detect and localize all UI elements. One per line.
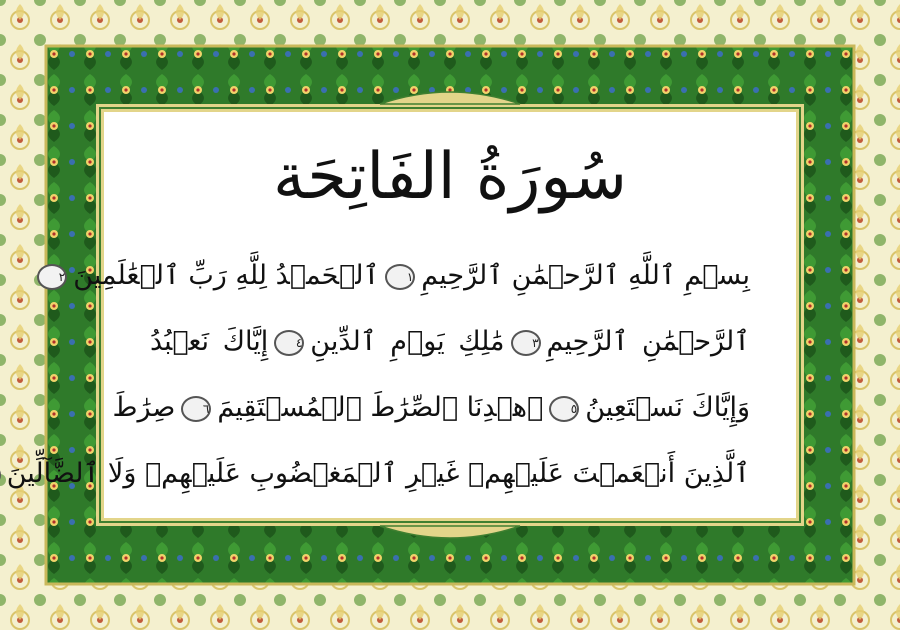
ayah-number-marker: ٢ [37,264,67,290]
verse-text: مَٰلِكِ يَوۡمِ ٱلدِّينِ [310,326,505,357]
verse-line [58,256,750,296]
verse-text: ٱلرَّحۡمَٰنِ ٱلرَّحِيمِ [546,326,750,357]
ayah-number-marker: ٣ [511,330,541,356]
verse-line [6,454,750,494]
verse-text: وَإِيَّاكَ نَسۡتَعِينُ [585,392,750,423]
verse-text: ٱلۡحَمۡدُ لِلَّهِ رَبِّ ٱلۡعَٰلَمِينَ [73,260,380,291]
verse-text: ٱهۡدِنَا ٱلصِّرَٰطَ ٱلۡمُسۡتَقِيمَ [217,392,544,423]
verse-text: بِسۡمِ ٱللَّهِ ٱلرَّحۡمَٰنِ ٱلرَّحِيمِ [421,260,750,291]
ayah-number-marker: ٤ [274,330,304,356]
ayah-number-marker [0,462,1,488]
verse-text: إِيَّاكَ نَعۡبُدُ [150,326,269,357]
verse-line [150,322,750,362]
verse-text: صِرَٰطَ [112,392,176,423]
ayah-number-marker: ٦ [181,396,211,422]
ayah-number-marker: ١ [385,264,415,290]
verse-line [112,388,750,428]
verse-text: ٱلَّذِينَ أَنۡعَمۡتَ عَلَيۡهِمۡ غَيۡرِ ٱلۡمَغۡضُوبِ عَلَيۡهِمۡ وَلَا ٱلضَّآلِّينَ [6,458,750,489]
surah-title: سُورَةُ الفَاتِحَة [272,140,628,214]
ayah-number-marker: ٥ [549,396,579,422]
